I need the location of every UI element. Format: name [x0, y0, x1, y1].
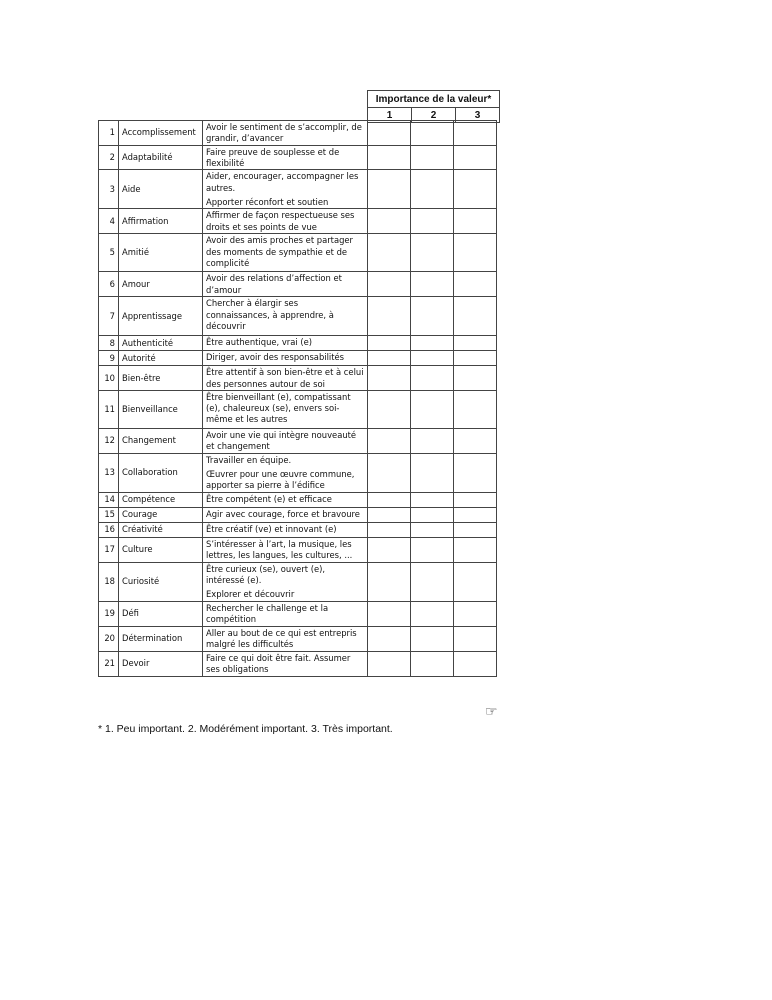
table-row — [99, 492, 497, 507]
value-description-line: Avoir le sentiment de s’accomplir, de grandir, d’avancer — [206, 122, 362, 144]
value-description — [203, 146, 368, 170]
value-description — [203, 601, 368, 626]
value-description — [203, 121, 368, 146]
value-description-line: Affirmer de façon respectueuse ses droits et ses points de vue — [206, 210, 355, 232]
value-description-line: S’intéresser à l’art, la musique, les lettres, les langues, les cultures, ... — [206, 538, 353, 561]
row-number: 1 — [99, 121, 119, 146]
rating-cell-3[interactable] — [454, 601, 497, 626]
rating-cell-2[interactable] — [411, 366, 454, 390]
table-row — [99, 170, 497, 209]
row-number: 11 — [99, 390, 119, 428]
rating-cell-3[interactable] — [454, 390, 497, 428]
rating-cell-2[interactable] — [411, 390, 454, 428]
row-number: 21 — [99, 651, 119, 676]
value-description-line: Être curieux (se), ouvert (e), intéressé (e). — [206, 563, 326, 586]
rating-cell-3[interactable] — [454, 492, 497, 507]
rating-cell-1[interactable] — [368, 537, 411, 562]
row-number: 16 — [99, 522, 119, 537]
table-row — [99, 537, 497, 562]
rating-cell-2[interactable] — [411, 234, 454, 272]
row-number: 9 — [99, 351, 119, 366]
value-description-line: Agir avec courage, force et bravoure — [206, 508, 360, 519]
importance-column-2: 2 — [412, 108, 456, 123]
row-number: 18 — [99, 562, 119, 601]
value-name: Changement — [119, 428, 203, 453]
value-description-line: Travailler en équipe. — [206, 454, 292, 465]
rating-cell-2[interactable] — [411, 170, 454, 209]
value-name: Adaptabilité — [119, 146, 203, 170]
value-description — [203, 562, 368, 601]
row-number: 2 — [99, 146, 119, 170]
value-description-line: Chercher à élargir ses connaissances, à apprendre, à découvrir — [206, 298, 334, 331]
importance-header-table — [367, 90, 500, 123]
row-number: 20 — [99, 626, 119, 651]
rating-cell-2[interactable] — [411, 428, 454, 453]
rating-cell-2[interactable] — [411, 336, 454, 351]
value-description — [203, 297, 368, 336]
value-name: Aide — [119, 170, 203, 209]
value-name: Compétence — [119, 492, 203, 507]
rating-cell-3[interactable] — [454, 537, 497, 562]
rating-cell-1[interactable] — [368, 428, 411, 453]
value-description — [203, 336, 368, 351]
rating-cell-1[interactable] — [368, 626, 411, 651]
value-description-line: Œuvrer pour une œuvre commune, apporter sa pierre à l’édifice — [206, 469, 355, 491]
rating-cell-2[interactable] — [411, 121, 454, 146]
table-row — [99, 453, 497, 492]
table-row — [99, 507, 497, 522]
value-description-line: Faire preuve de souplesse et de flexibilité — [206, 147, 340, 169]
rating-cell-3[interactable] — [454, 626, 497, 651]
value-description — [203, 366, 368, 390]
importance-column-3: 3 — [456, 108, 500, 123]
value-name: Authenticité — [119, 336, 203, 351]
rating-cell-3[interactable] — [454, 562, 497, 601]
rating-cell-1[interactable] — [368, 492, 411, 507]
row-number: 8 — [99, 336, 119, 351]
rating-cell-3[interactable] — [454, 507, 497, 522]
value-name: Courage — [119, 507, 203, 522]
rating-cell-3[interactable] — [454, 522, 497, 537]
row-number: 13 — [99, 453, 119, 492]
rating-cell-2[interactable] — [411, 209, 454, 234]
values-table — [98, 120, 497, 677]
rating-cell-1[interactable] — [368, 297, 411, 336]
rating-cell-2[interactable] — [411, 626, 454, 651]
table-row — [99, 626, 497, 651]
row-number: 3 — [99, 170, 119, 209]
rating-cell-1[interactable] — [368, 601, 411, 626]
rating-cell-2[interactable] — [411, 146, 454, 170]
value-description — [203, 428, 368, 453]
value-description — [203, 537, 368, 562]
value-description — [203, 626, 368, 651]
row-number: 10 — [99, 366, 119, 390]
rating-cell-3[interactable] — [454, 351, 497, 366]
rating-cell-3[interactable] — [454, 209, 497, 234]
rating-cell-1[interactable] — [368, 522, 411, 537]
rating-cell-3[interactable] — [454, 297, 497, 336]
value-name: Défi — [119, 601, 203, 626]
value-name: Amitié — [119, 234, 203, 272]
importance-header-title: Importance de la valeur* — [368, 91, 500, 108]
row-number: 17 — [99, 537, 119, 562]
rating-cell-1[interactable] — [368, 351, 411, 366]
value-description-line: Être créatif (ve) et innovant (e) — [206, 523, 337, 534]
value-name: Curiosité — [119, 562, 203, 601]
footnote: * 1. Peu important. 2. Modérément important. 3. Très important. — [98, 723, 393, 735]
row-number: 5 — [99, 234, 119, 272]
table-row — [99, 209, 497, 234]
rating-cell-3[interactable] — [454, 234, 497, 272]
rating-cell-1[interactable] — [368, 453, 411, 492]
rating-cell-1[interactable] — [368, 234, 411, 272]
value-description — [203, 522, 368, 537]
value-description-line: Apporter réconfort et soutien — [206, 196, 329, 207]
table-row — [99, 272, 497, 297]
table-row — [99, 146, 497, 170]
rating-cell-1[interactable] — [368, 507, 411, 522]
rating-cell-3[interactable] — [454, 170, 497, 209]
value-description-line: Être attentif à son bien-être et à celui des personnes autour de soi — [206, 367, 364, 389]
value-name: Accomplissement — [119, 121, 203, 146]
table-row — [99, 297, 497, 336]
value-name: Collaboration — [119, 453, 203, 492]
rating-cell-3[interactable] — [454, 146, 497, 170]
rating-cell-3[interactable] — [454, 428, 497, 453]
row-number: 6 — [99, 272, 119, 297]
rating-cell-3[interactable] — [454, 336, 497, 351]
value-description-line: Aller au bout de ce qui est entrepris malgré les difficultés — [206, 627, 357, 650]
table-row — [99, 351, 497, 366]
row-number: 15 — [99, 507, 119, 522]
value-description-line: Être authentique, vrai (e) — [206, 337, 313, 348]
value-description-line: Diriger, avoir des responsabilités — [206, 352, 345, 363]
value-description-line: Avoir des amis proches et partager des moments de sympathie et de complicité — [206, 235, 353, 268]
table-row — [99, 336, 497, 351]
rating-cell-2[interactable] — [411, 492, 454, 507]
value-name: Amour — [119, 272, 203, 297]
value-description-line: Avoir une vie qui intègre nouveauté et changement — [206, 429, 357, 452]
row-number: 12 — [99, 428, 119, 453]
rating-cell-2[interactable] — [411, 651, 454, 676]
rating-cell-3[interactable] — [454, 121, 497, 146]
value-description — [203, 453, 368, 492]
row-number: 7 — [99, 297, 119, 336]
value-description-line: Faire ce qui doit être fait. Assumer ses obligations — [206, 652, 351, 675]
rating-cell-1[interactable] — [368, 390, 411, 428]
value-name: Autorité — [119, 351, 203, 366]
rating-cell-2[interactable] — [411, 601, 454, 626]
value-description-line: Rechercher le challenge et la compétition — [206, 602, 329, 625]
value-description — [203, 234, 368, 272]
pointing-hand-icon: ☞ — [485, 704, 498, 720]
value-description — [203, 272, 368, 297]
rating-cell-1[interactable] — [368, 272, 411, 297]
rating-cell-3[interactable] — [454, 272, 497, 297]
table-row — [99, 522, 497, 537]
value-description — [203, 209, 368, 234]
rating-cell-1[interactable] — [368, 562, 411, 601]
table-row — [99, 121, 497, 146]
value-description — [203, 351, 368, 366]
value-description-line: Explorer et découvrir — [206, 589, 295, 600]
value-name: Détermination — [119, 626, 203, 651]
value-description-line: Avoir des relations d’affection et d’amour — [206, 273, 342, 295]
rating-cell-2[interactable] — [411, 272, 454, 297]
rating-cell-1[interactable] — [368, 366, 411, 390]
value-description-line: Aider, encourager, accompagner les autres. — [206, 171, 359, 193]
rating-cell-2[interactable] — [411, 562, 454, 601]
rating-cell-1[interactable] — [368, 146, 411, 170]
value-description-line: Être compétent (e) et efficace — [206, 493, 332, 504]
value-name: Créativité — [119, 522, 203, 537]
table-row — [99, 366, 497, 390]
value-description — [203, 492, 368, 507]
rating-cell-1[interactable] — [368, 651, 411, 676]
row-number: 4 — [99, 209, 119, 234]
rating-cell-2[interactable] — [411, 537, 454, 562]
table-row — [99, 234, 497, 272]
table-row — [99, 390, 497, 428]
rating-cell-2[interactable] — [411, 351, 454, 366]
value-description — [203, 507, 368, 522]
value-description — [203, 170, 368, 209]
value-name: Bienveillance — [119, 390, 203, 428]
rating-cell-1[interactable] — [368, 121, 411, 146]
rating-cell-2[interactable] — [411, 297, 454, 336]
value-name: Apprentissage — [119, 297, 203, 336]
row-number: 19 — [99, 601, 119, 626]
rating-cell-3[interactable] — [454, 366, 497, 390]
table-row — [99, 428, 497, 453]
rating-cell-2[interactable] — [411, 507, 454, 522]
value-description-line: Être bienveillant (e), compatissant (e), chaleureux (se), envers soi-même et les autres — [206, 391, 351, 425]
importance-column-1: 1 — [368, 108, 412, 123]
rating-cell-3[interactable] — [454, 651, 497, 676]
rating-cell-2[interactable] — [411, 522, 454, 537]
value-description — [203, 390, 368, 428]
rating-cell-2[interactable] — [411, 453, 454, 492]
table-row — [99, 562, 497, 601]
table-row — [99, 601, 497, 626]
value-name: Culture — [119, 537, 203, 562]
rating-cell-3[interactable] — [454, 453, 497, 492]
row-number: 14 — [99, 492, 119, 507]
value-name: Devoir — [119, 651, 203, 676]
rating-cell-1[interactable] — [368, 170, 411, 209]
table-row — [99, 651, 497, 676]
value-name: Bien-être — [119, 366, 203, 390]
value-name: Affirmation — [119, 209, 203, 234]
value-description — [203, 651, 368, 676]
rating-cell-1[interactable] — [368, 336, 411, 351]
rating-cell-1[interactable] — [368, 209, 411, 234]
